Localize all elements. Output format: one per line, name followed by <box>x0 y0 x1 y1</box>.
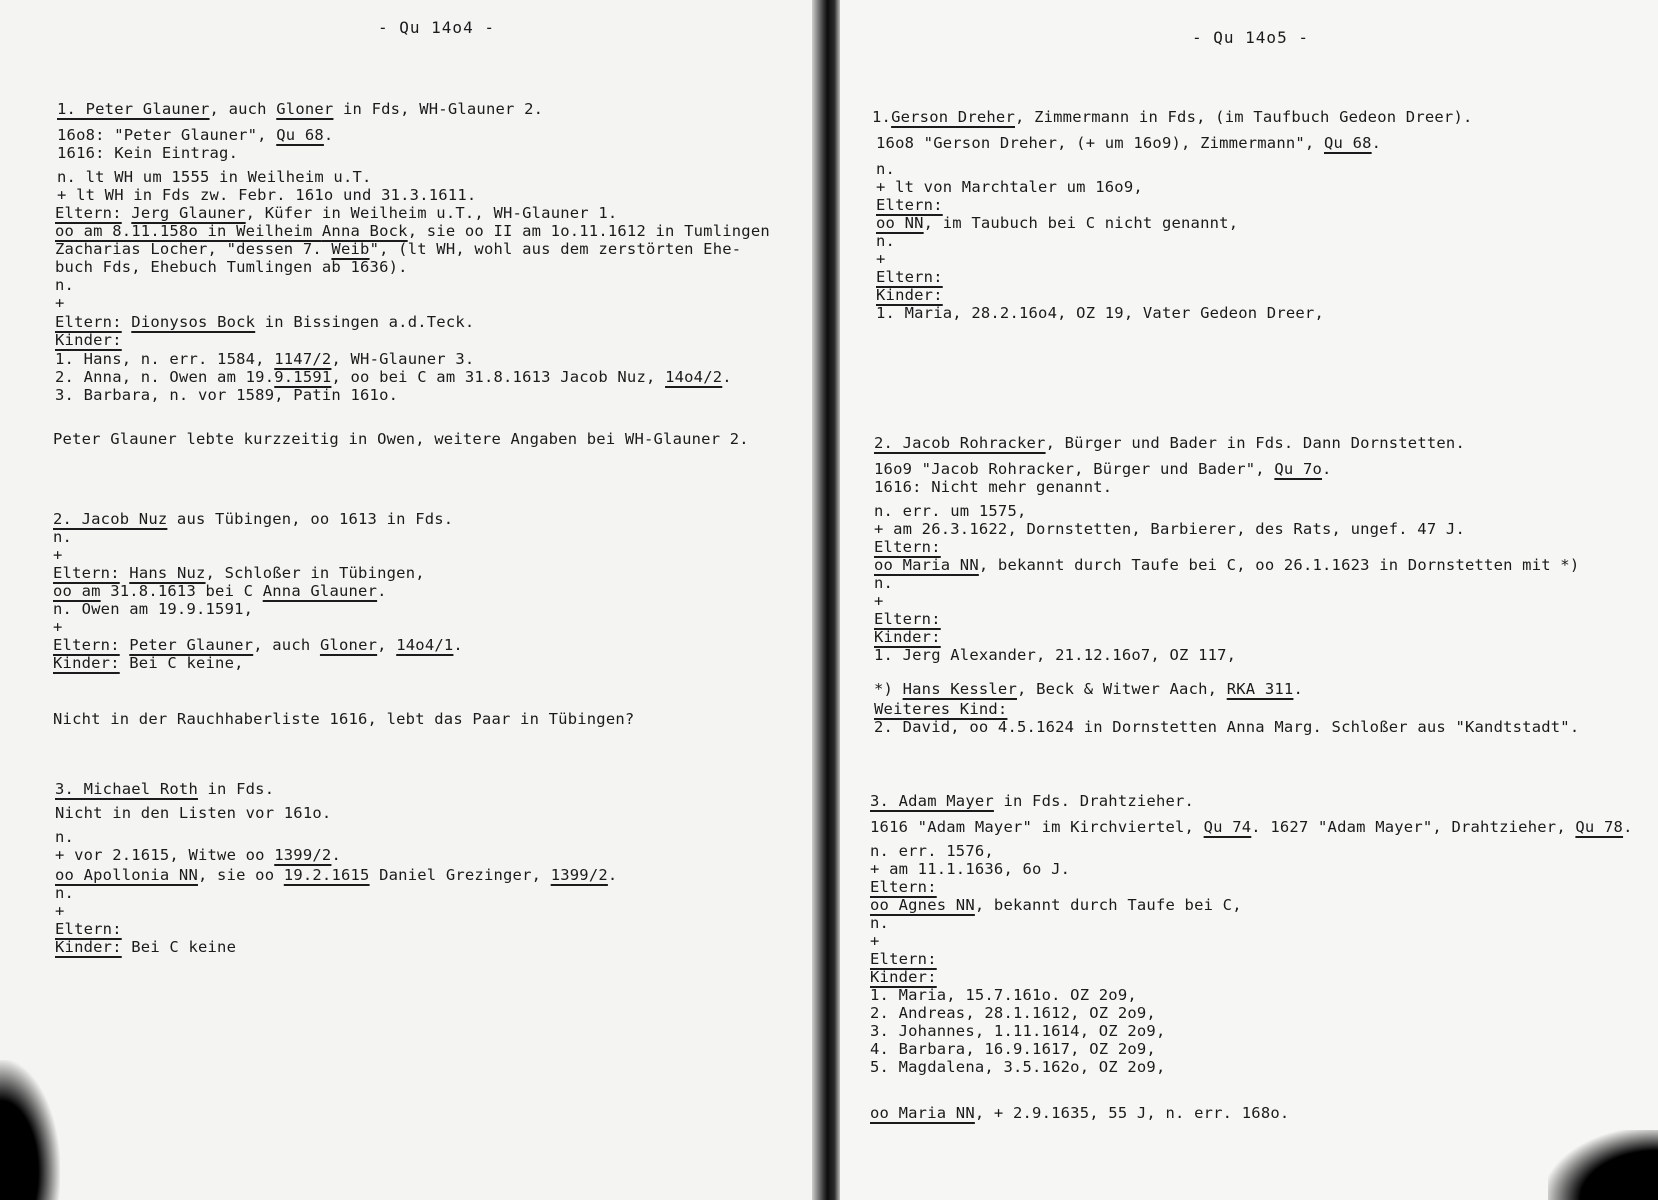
underlined-segment: Gloner <box>276 100 334 118</box>
text-segment: n. err. 1576, <box>870 842 994 860</box>
underlined-segment: 1. Peter Glauner <box>57 100 210 118</box>
text-line <box>55 884 74 902</box>
underlined-segment: Qu 74 <box>1203 818 1252 836</box>
text-line <box>55 204 617 222</box>
underlined-segment: oo Maria NN <box>870 1104 975 1122</box>
underlined-segment: Anna Bock <box>321 222 408 240</box>
text-line <box>874 700 1007 718</box>
underlined-segment: Weib <box>331 240 370 258</box>
text-segment: + lt WH in Fds zw. Febr. 161o und 31.3.1611. <box>57 186 477 204</box>
text-segment <box>120 564 130 582</box>
underlined-segment: Kinder: <box>874 628 941 646</box>
text-line <box>874 434 1465 452</box>
underlined-segment: Kinder: <box>870 968 937 986</box>
underlined-segment: RKA 311 <box>1226 680 1294 698</box>
text-segment: , Beck & Witwer Aach, <box>1017 680 1227 698</box>
underlined-segment: 3. Adam Mayer <box>870 792 994 810</box>
text-segment: , sie oo II am 1o.11.1612 in Tumlingen <box>407 222 770 240</box>
text-segment <box>122 313 132 331</box>
text-segment: 2. David, oo <box>874 718 998 736</box>
text-segment: n. <box>55 884 75 902</box>
text-segment: aus Tübingen, oo 1613 in Fds. <box>167 510 454 528</box>
text-segment: in Fds, WH-Glauner 2. <box>333 100 544 118</box>
text-line <box>55 780 274 798</box>
underlined-segment: Eltern: <box>53 564 120 582</box>
text-segment: , bekannt durch Taufe bei C, <box>974 896 1242 914</box>
underlined-segment: Eltern: <box>55 204 122 222</box>
text-segment: Bei C keine, <box>119 654 244 672</box>
text-line <box>55 276 74 294</box>
text-segment: . 1627 "Adam Mayer", Drahtzieher, <box>1251 818 1576 836</box>
underlined-segment: oo Agnes NN <box>870 896 975 914</box>
text-segment: + <box>53 618 63 636</box>
text-segment: 1. Maria, 28.2.16o4, OZ 19, Vater Gedeon Dreer, <box>876 304 1324 322</box>
text-segment: n. <box>876 160 896 178</box>
text-segment: , bekannt durch Taufe bei C, oo 26.1.1623 in Dornstetten mit *) <box>978 556 1580 574</box>
underlined-segment: Gerson Dreher <box>891 108 1015 126</box>
left-page <box>0 0 828 1200</box>
underlined-segment: Eltern: <box>870 950 937 968</box>
text-line <box>874 478 1112 496</box>
text-segment: . <box>377 582 387 600</box>
text-line <box>55 331 122 349</box>
underlined-segment: Eltern: <box>870 878 937 896</box>
text-segment: in Fds. Drahtzieher. <box>993 792 1195 810</box>
underlined-segment: Eltern: <box>876 268 943 286</box>
page-number-right: - Qu 14o5 - <box>1192 28 1309 47</box>
book-spine <box>812 0 840 1200</box>
text-line <box>53 528 72 546</box>
underlined-segment: oo am 8.11.158o in Weilheim <box>55 222 322 240</box>
text-line <box>53 546 63 564</box>
text-segment: n. lt WH um 1555 in Weilheim u.T. <box>57 168 372 186</box>
underlined-segment: 14o4/2 <box>665 368 723 386</box>
text-line <box>53 430 749 448</box>
underlined-segment: Kinder: <box>876 286 943 304</box>
text-line <box>876 196 943 214</box>
text-line <box>874 556 1579 574</box>
text-line <box>870 842 994 860</box>
text-segment: 3. Johannes, 1.11.1614, OZ 2o9, <box>870 1022 1166 1040</box>
text-line <box>870 1004 1156 1022</box>
text-segment: + am 11.1.1636, 6o J. <box>870 860 1071 878</box>
text-segment: 1. <box>872 108 892 126</box>
text-line <box>53 618 63 636</box>
underlined-segment: 3. Michael Roth <box>55 780 198 798</box>
text-line <box>53 636 463 654</box>
underlined-segment: Eltern: <box>874 610 941 628</box>
underlined-segment: 2. Jacob Nuz <box>53 510 168 528</box>
text-segment: . <box>1293 680 1303 698</box>
text-segment: + lt von Marchtaler um 16o9, <box>876 178 1143 196</box>
text-segment: , Zimmermann in Fds, (im Taufbuch Gedeon Dreer). <box>1015 108 1473 126</box>
underlined-segment: 14o4/1 <box>396 636 454 654</box>
underlined-segment: Qu 7o <box>1274 460 1323 478</box>
text-line <box>55 350 474 368</box>
text-segment: . <box>1371 134 1382 152</box>
underlined-segment: Eltern: <box>876 196 943 214</box>
text-segment: 1. Maria, 15.7.161o. OZ 2o9, <box>870 986 1137 1004</box>
underlined-segment: Qu 68 <box>1324 134 1372 152</box>
underlined-segment: Weiteres Kind: <box>874 700 1008 718</box>
text-line <box>874 628 941 646</box>
underlined-segment: Eltern: <box>53 636 120 654</box>
text-segment: . <box>453 636 463 654</box>
underlined-segment: 9.1591 <box>274 368 332 386</box>
text-segment: , <box>377 636 397 654</box>
underlined-segment: Kinder: <box>55 331 122 349</box>
text-segment: , auch <box>253 636 320 654</box>
text-segment: + <box>870 932 880 950</box>
text-line <box>57 126 333 144</box>
underlined-segment: Qu 78 <box>1575 818 1624 836</box>
underlined-segment: Kinder: <box>55 938 122 956</box>
text-segment: + vor 2.1615, Witwe oo <box>55 846 275 864</box>
text-segment: , + 2.9.1635, 55 J, n. err. 168o. <box>974 1104 1290 1122</box>
text-line <box>874 502 1027 520</box>
underlined-segment: Hans Kessler <box>902 680 1017 698</box>
scan-shadow-left <box>0 1060 60 1200</box>
text-segment: n. err. um 1575, <box>874 502 1027 520</box>
text-line <box>870 968 937 986</box>
text-segment: Zacharias Locher, "dessen 7. <box>55 240 332 258</box>
text-line <box>57 186 476 204</box>
text-segment: n. <box>874 574 894 592</box>
text-segment: . <box>1322 460 1332 478</box>
underlined-segment: Eltern: <box>55 313 122 331</box>
text-segment: Bei C keine <box>121 938 237 956</box>
text-segment: + am 26.3.1622, Dornstetten, Barbierer, des Rats, ungef. 47 J. <box>874 520 1465 538</box>
underlined-segment: oo NN <box>876 214 924 232</box>
text-line <box>874 538 941 556</box>
text-segment: . <box>323 126 334 144</box>
text-line <box>876 178 1143 196</box>
text-line <box>874 520 1465 538</box>
text-line <box>876 214 1238 232</box>
text-line <box>870 818 1633 836</box>
text-segment: n. Owen am 19.9.1591, <box>53 600 254 618</box>
text-line <box>53 564 425 582</box>
text-segment: in Bissingen a.d.Teck. <box>255 313 475 331</box>
text-segment: . <box>1623 818 1633 836</box>
text-line <box>55 258 408 276</box>
text-segment: , auch <box>209 100 277 118</box>
text-segment: 2. Anna, n. Owen am 19. <box>55 368 275 386</box>
underlined-segment: Eltern: <box>55 920 122 938</box>
text-segment: + <box>876 250 886 268</box>
text-line <box>57 100 543 118</box>
text-segment: , Schloßer in Tübingen, <box>205 564 425 582</box>
text-line <box>870 1104 1289 1122</box>
text-line <box>57 144 238 162</box>
text-segment: Nicht in der Rauchhaberliste 1616, lebt das Paar in Tübingen? <box>53 710 635 728</box>
text-segment: 1. Jerg Alexander, 21.12.16o7, OZ 117, <box>874 646 1237 664</box>
underlined-segment: oo Apollonia NN <box>55 866 198 884</box>
text-segment: , WH-Glauner 3. <box>331 350 475 368</box>
text-segment: 4.5.1624 in Dornstetten Anna Marg. Schloßer aus "Kandtstadt". <box>997 718 1580 736</box>
text-line <box>874 574 893 592</box>
text-line <box>53 600 253 618</box>
underlined-segment: Jerg Glauner <box>131 204 246 222</box>
underlined-segment: Gloner <box>319 636 378 654</box>
text-segment: n. <box>55 828 75 846</box>
text-line <box>874 680 1303 698</box>
text-line <box>55 920 122 938</box>
text-line <box>870 932 880 950</box>
text-line <box>876 250 886 268</box>
text-line <box>876 160 895 178</box>
text-segment: . <box>722 368 732 386</box>
underlined-segment: Kinder: <box>53 654 120 672</box>
text-line <box>870 914 889 932</box>
text-line <box>870 1058 1166 1076</box>
text-line <box>55 846 341 864</box>
text-segment: n. <box>55 276 75 294</box>
underlined-segment: oo am <box>53 582 101 600</box>
text-line <box>55 828 74 846</box>
text-line <box>874 592 884 610</box>
text-line <box>55 222 770 240</box>
text-line <box>53 510 453 528</box>
text-segment: in Fds. <box>197 780 275 798</box>
text-segment: . <box>607 866 618 884</box>
text-segment <box>120 636 130 654</box>
underlined-segment: Dionysos Bock <box>131 313 256 331</box>
text-line <box>870 878 937 896</box>
text-line <box>57 168 372 186</box>
text-segment: Peter Glauner lebte kurzzeitig in Owen, weitere Angaben bei WH-Glauner 2. <box>53 430 749 448</box>
underlined-segment: Qu 68 <box>276 126 324 144</box>
text-line <box>55 368 732 386</box>
text-line <box>53 654 244 672</box>
text-segment: 1. Hans, n. err. 1584, <box>55 350 275 368</box>
text-segment: , sie oo <box>197 866 284 884</box>
underlined-segment: oo Maria NN <box>874 556 979 574</box>
text-segment: n. <box>870 914 890 932</box>
text-segment: 4. Barbara, 16.9.1617, OZ 2o9, <box>870 1040 1156 1058</box>
text-segment: 16o8: "Peter Glauner", <box>57 126 277 144</box>
text-segment: 31.8.1613 bei C <box>100 582 263 600</box>
text-line <box>55 938 236 956</box>
underlined-segment: Hans Nuz <box>129 564 206 582</box>
text-segment: n. <box>876 232 896 250</box>
text-line <box>874 460 1332 478</box>
text-line <box>872 108 1473 126</box>
text-segment: + <box>55 902 65 920</box>
scan-shadow-right <box>1548 1130 1658 1200</box>
right-page <box>836 0 1658 1200</box>
underlined-segment: Eltern: <box>874 538 941 556</box>
text-line <box>876 134 1381 152</box>
page-number-left: - Qu 14o4 - <box>378 18 495 37</box>
text-line <box>874 610 941 628</box>
underlined-segment: Peter Glauner <box>129 636 254 654</box>
text-segment: Daniel Grezinger, <box>369 866 551 884</box>
text-segment: ", (lt WH, wohl aus dem zerstörten Ehe- <box>369 240 742 258</box>
text-line <box>874 718 1579 736</box>
text-line <box>55 902 65 920</box>
underlined-segment: 1147/2 <box>274 350 332 368</box>
text-line <box>874 646 1236 664</box>
text-segment: 16o8 "Gerson Dreher, (+ um 16o9), Zimmermann", <box>876 134 1324 152</box>
text-segment: , Küfer in Weilheim u.T., WH-Glauner 1. <box>245 204 618 222</box>
underlined-segment: Anna Glauner <box>262 582 378 600</box>
text-line <box>55 240 741 258</box>
text-line <box>870 896 1242 914</box>
text-line <box>55 866 617 884</box>
text-line <box>55 804 331 822</box>
text-segment: n. <box>53 528 73 546</box>
text-line <box>870 792 1194 810</box>
text-line <box>55 386 398 404</box>
text-segment: 1616: Kein Eintrag. <box>57 144 239 162</box>
text-segment: 1616: Nicht mehr genannt. <box>874 478 1113 496</box>
text-segment: , Bürger und Bader in Fds. Dann Dornstetten. <box>1045 434 1465 452</box>
text-line <box>870 1040 1156 1058</box>
text-line <box>55 294 65 312</box>
text-line <box>55 313 474 331</box>
text-segment: 3. Barbara, n. vor 1589, Patin 161o. <box>55 386 399 404</box>
text-segment: 5. Magdalena, 3.5.162o, OZ 2o9, <box>870 1058 1166 1076</box>
text-line <box>876 268 943 286</box>
text-line <box>53 582 387 600</box>
text-segment: + <box>874 592 884 610</box>
underlined-segment: 2. Jacob Rohracker <box>874 434 1046 452</box>
underlined-segment: 1399/2 <box>274 846 332 864</box>
text-segment <box>122 204 132 222</box>
text-segment: 2. Andreas, 28.1.1612, OZ 2o9, <box>870 1004 1156 1022</box>
text-line <box>876 304 1324 322</box>
text-line <box>876 286 943 304</box>
text-line <box>53 710 634 728</box>
text-segment: 1616 "Adam Mayer" im Kirchviertel, <box>870 818 1204 836</box>
text-segment: 16o9 "Jacob Rohracker, Bürger und Bader", <box>874 460 1275 478</box>
text-line <box>870 860 1070 878</box>
text-segment: Nicht in den Listen vor 161o. <box>55 804 332 822</box>
text-line <box>870 950 937 968</box>
text-segment: , im Taubuch bei C nicht genannt, <box>923 214 1239 232</box>
text-segment: , oo bei C am 31.8.1613 Jacob Nuz, <box>331 368 666 386</box>
text-segment: + <box>53 546 63 564</box>
text-segment: *) <box>874 680 903 698</box>
text-line <box>870 1022 1166 1040</box>
text-segment: . <box>331 846 341 864</box>
text-segment: + <box>55 294 65 312</box>
underlined-segment: 19.2.1615 <box>283 866 370 884</box>
text-line <box>870 986 1137 1004</box>
text-segment: buch Fds, Ehebuch Tumlingen ab 1636). <box>55 258 408 276</box>
underlined-segment: 1399/2 <box>550 866 608 884</box>
text-line <box>876 232 895 250</box>
